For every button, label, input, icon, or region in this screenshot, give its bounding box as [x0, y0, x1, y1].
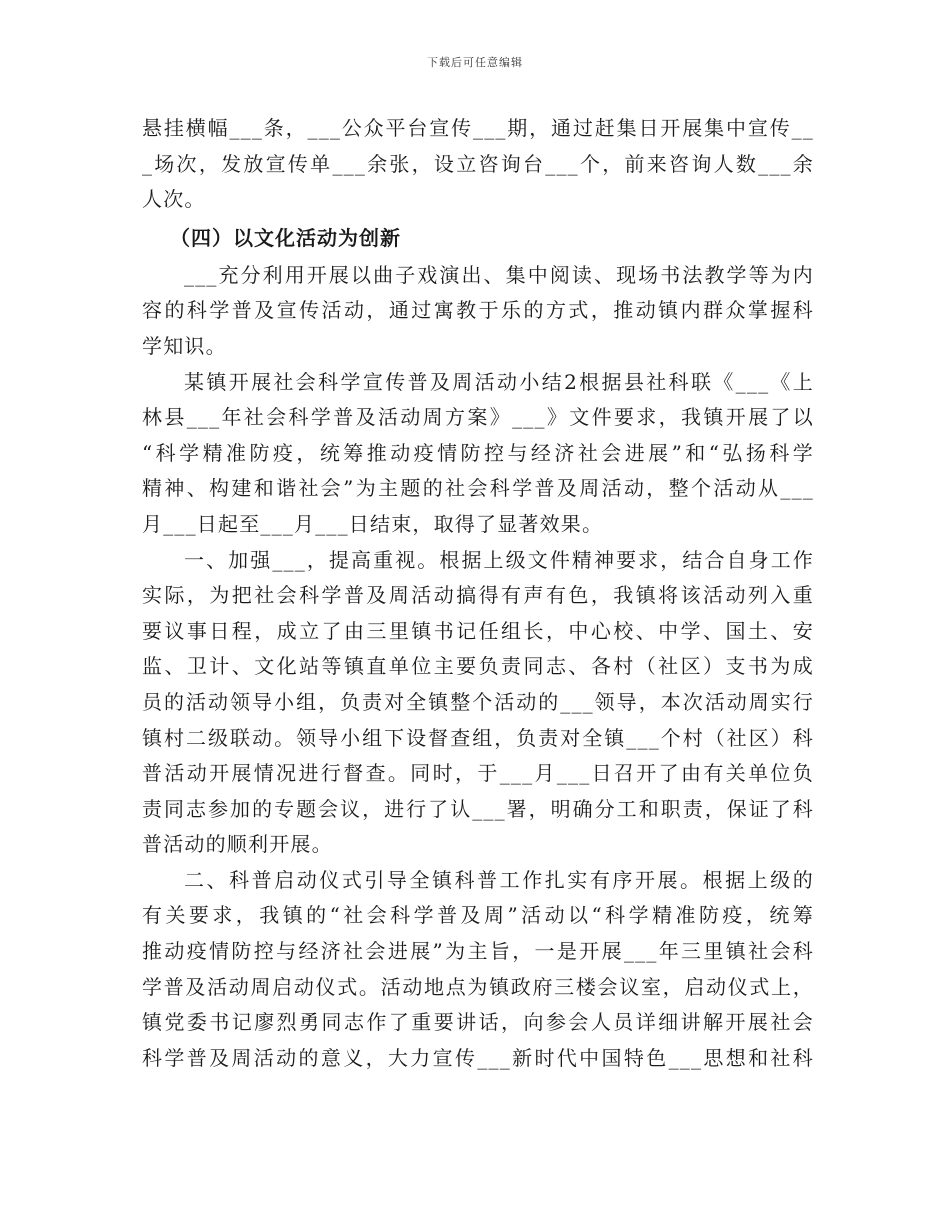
- text-line: “科学精准防疫，统筹推动疫情防控与经济社会进展”和“弘扬科学: [142, 440, 814, 465]
- page-header: 下载后可任意编辑: [427, 56, 523, 69]
- text-line: 普活动的顺利开展。: [142, 832, 333, 857]
- text-line: 一、加强___，提高重视。根据上级文件精神要求，结合自身工作: [184, 547, 814, 572]
- text-line: 员的活动领导小组，负责对全镇整个活动的___领导，本次活动周实行: [142, 689, 814, 714]
- text-line: 林县___年社会科学普及活动周方案》___》文件要求，我镇开展了以: [142, 405, 814, 430]
- text-line: 实际，为把社会科学普及周活动搞得有声有色，我镇将该活动列入重: [142, 583, 814, 608]
- text-line: 学普及活动周启动仪式。活动地点为镇政府三楼会议室，启动仪式上，: [142, 974, 814, 999]
- text-line: 监、卫计、文化站等镇直单位主要负责同志、各村（社区）支书为成: [142, 654, 814, 679]
- text-line: 某镇开展社会科学宣传普及周活动小结2根据县社科联《___《上: [184, 369, 814, 394]
- text-line: 学知识。: [142, 333, 227, 358]
- paragraph: [142, 365, 814, 543]
- text-line: _场次，发放宣传单___余张，设立咨询台___个，前来咨询人数___余: [142, 151, 814, 176]
- text-line: 科学普及周活动的意义，大力宣传___新时代中国特色___思想和社科: [142, 1045, 814, 1070]
- text-line: ___充分利用开展以曲子戏演出、集中阅读、现场书法教学等为内: [184, 262, 814, 287]
- document-body: [142, 111, 814, 1076]
- text-line: 精神、构建和谐社会”为主题的社会科学普及周活动，整个活动从___: [142, 476, 814, 501]
- text-line: 二、科普启动仪式引导全镇科普工作扎实有序开展。根据上级的: [184, 867, 814, 892]
- paragraph: [142, 258, 814, 365]
- text-line: 责同志参加的专题会议，进行了认___署，明确分工和职责，保证了科: [142, 796, 814, 821]
- paragraph: [142, 863, 814, 1077]
- text-line: 普活动开展情况进行督查。同时，于___月___日召开了由有关单位负: [142, 761, 814, 786]
- paragraph: [142, 111, 814, 218]
- text-line: 要议事日程，成立了由三里镇书记任组长，中心校、中学、国土、安: [142, 618, 814, 643]
- text-line: 镇村二级联动。领导小组下设督查组，负责对全镇___个村（社区）科: [142, 725, 814, 750]
- text-line: 容的科学普及宣传活动，通过寓教于乐的方式，推动镇内群众掌握科: [142, 298, 814, 323]
- text-line: 有关要求，我镇的“社会科学普及周”活动以“科学精准防疫，统筹: [142, 903, 814, 928]
- paragraph: [142, 543, 814, 863]
- text-line: 人次。: [142, 187, 206, 212]
- text-line: 推动疫情防控与经济社会进展”为主旨，一是开展___年三里镇社会科: [142, 939, 814, 964]
- text-line: 悬挂横幅___条，___公众平台宣传___期，通过赶集日开展集中宣传__: [142, 116, 814, 140]
- text-line: 月___日起至___月___日结束，取得了显著效果。: [142, 511, 604, 536]
- text-line: 镇党委书记廖烈勇同志作了重要讲话，向参会人员详细讲解开展社会: [142, 1010, 814, 1035]
- section-heading: （四）以文化活动为创新: [170, 225, 401, 250]
